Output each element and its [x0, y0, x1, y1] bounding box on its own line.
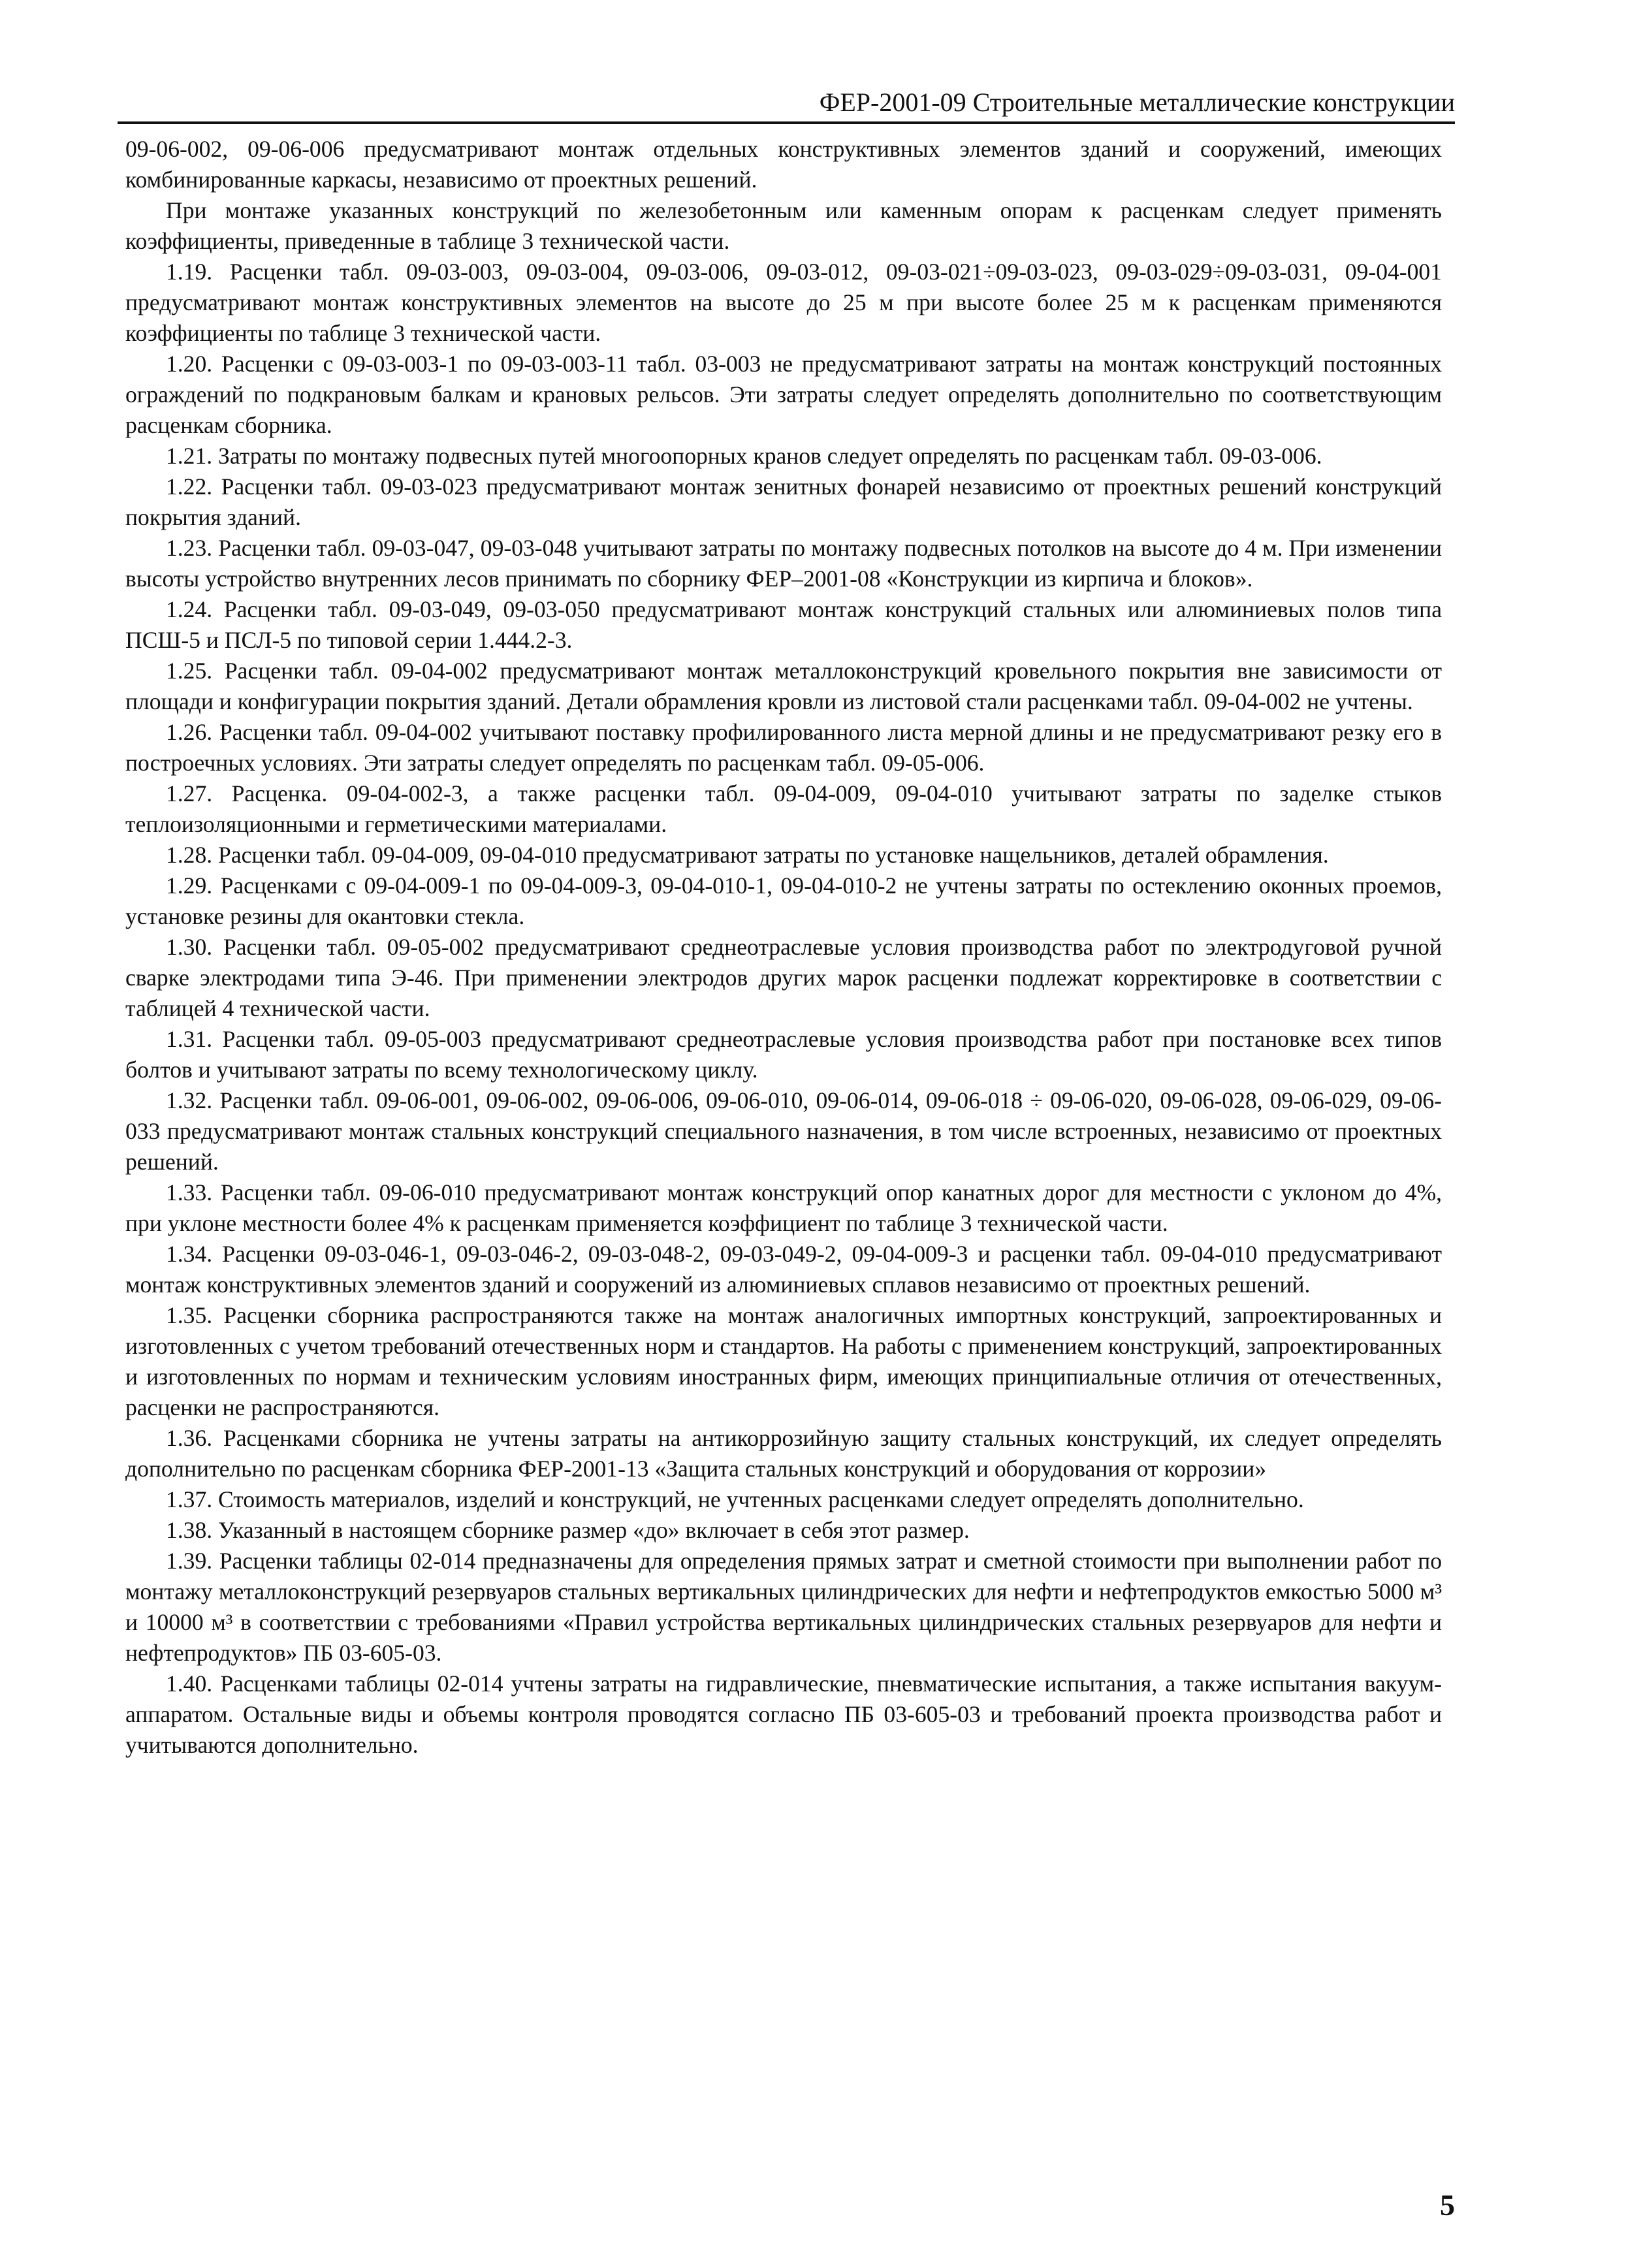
paragraph: 1.40. Расценками таблицы 02-014 учтены затраты на гидравлические, пневматические испытания, а также испытания вакуум-аппаратом. Остальные виды и объемы контроля проводятся согласно ПБ 03-605-03 и требований проекта производства работ и учитываются дополнительно.	[125, 1670, 1442, 1758]
paragraph: 1.36. Расценками сборника не учтены затраты на антикоррозийную защиту стальных конструкций, их следует определять дополнительно по расценкам сборника ФЕР-2001-13 «Защита стальных конструкций и оборудования от коррозии»	[125, 1425, 1442, 1482]
paragraph: 1.22. Расценки табл. 09-03-023 предусматривают монтаж зенитных фонарей независимо от проектных решений конструкций покрытия зданий.	[125, 473, 1442, 530]
paragraph: 09-06-002, 09-06-006 предусматривают монтаж отдельных конструктивных элементов зданий и сооружений, имеющих комбинированные каркасы, независимо от проектных решений.	[125, 136, 1442, 193]
paragraph: 1.21. Затраты по монтажу подвесных путей многоопорных кранов следует определять по расценкам табл. 09-03-006.	[166, 443, 1322, 469]
paragraph: 1.29. Расценками с 09-04-009-1 по 09-04-009-3, 09-04-010-1, 09-04-010-2 не учтены затраты по остеклению оконных проемов, установке резины для окантовки стекла.	[125, 872, 1442, 929]
body-text	[125, 134, 1442, 1761]
paragraph: 1.33. Расценки табл. 09-06-010 предусматривают монтаж конструкций опор канатных дорог для местности с уклоном до 4%, при уклоне местности более 4% к расценкам применяется коэффициент по таблице 3 технической части.	[125, 1179, 1442, 1236]
paragraph: 1.39. Расценки таблицы 02-014 предназначены для определения прямых затрат и сметной стоимости при выполнении работ по монтажу металлоконструкций резервуаров стальных вертикальных цилиндрических для нефти и нефтепродуктов емкостью 5000 м³ и 10000 м³ в соответствии с требованиями «Правил устройства вертикальных цилиндрических стальных резервуаров для нефти и нефтепродуктов» ПБ 03-605-03.	[125, 1548, 1442, 1666]
paragraph: 1.35. Расценки сборника распространяются также на монтаж аналогичных импортных конструкций, запроектированных и изготовленных с учетом требований отечественных норм и стандартов. На работы с применением конструкций, запроектированных и изготовленных по нормам и техническим условиям иностранных фирм, имеющих принципиальные отличия от отечественных, расценки не распространяются.	[125, 1302, 1442, 1420]
paragraph: 1.37. Стоимость материалов, изделий и конструкций, не учтенных расценками следует определять дополнительно.	[166, 1486, 1304, 1512]
paragraph: 1.20. Расценки с 09-03-003-1 по 09-03-003-11 табл. 03-003 не предусматривают затраты на монтаж конструкций постоянных ограждений по подкрановым балкам и крановых рельсов. Эти затраты следует определять дополнительно по соответствующим расценкам сборника.	[125, 351, 1442, 438]
paragraph: 1.34. Расценки 09-03-046-1, 09-03-046-2, 09-03-048-2, 09-03-049-2, 09-04-009-3 и расценки табл. 09-04-010 предусматривают монтаж конструктивных элементов зданий и сооружений из алюминиевых сплавов независимо от проектных решений.	[125, 1241, 1442, 1298]
paragraph: 1.30. Расценки табл. 09-05-002 предусматривают среднеотраслевые условия производства работ по электродуговой ручной сварке электродами типа Э-46. При применении электродов других марок расценки подлежат корректировке в соответствии с таблицей 4 технической части.	[125, 934, 1442, 1021]
paragraph: 1.28. Расценки табл. 09-04-009, 09-04-010 предусматривают затраты по установке нащельников, деталей обрамления.	[166, 842, 1329, 868]
paragraph: 1.23. Расценки табл. 09-03-047, 09-03-048 учитывают затраты по монтажу подвесных потолков на высоте до 4 м. При изменении высоты устройство внутренних лесов принимать по сборнику ФЕР–2001-08 «Конструкции из кирпича и блоков».	[125, 535, 1442, 592]
paragraph: 1.27. Расценка. 09-04-002-3, а также расценки табл. 09-04-009, 09-04-010 учитывают затраты по заделке стыков теплоизоляционными и герметическими материалами.	[125, 780, 1442, 837]
paragraph: 1.26. Расценки табл. 09-04-002 учитывают поставку профилированного листа мерной длины и не предусматривают резку его в построечных условиях. Эти затраты следует определять по расценкам табл. 09-05-006.	[125, 719, 1442, 776]
paragraph: 1.24. Расценки табл. 09-03-049, 09-03-050 предусматривают монтаж конструкций стальных или алюминиевых полов типа ПСШ-5 и ПСЛ-5 по типовой серии 1.444.2-3.	[125, 596, 1442, 653]
paragraph: При монтаже указанных конструкций по железобетонным или каменным опорам к расценкам следует применять коэффициенты, приведенные в таблице 3 технической части.	[125, 197, 1442, 254]
paragraph: 1.31. Расценки табл. 09-05-003 предусматривают среднеотраслевые условия производства работ при постановке всех типов болтов и учитывают затраты по всему технологическому циклу.	[125, 1026, 1442, 1083]
header-title: ФЕР-2001-09 Строительные металлические конструкции	[819, 88, 1455, 117]
paragraph: 1.19. Расценки табл. 09-03-003, 09-03-004, 09-03-006, 09-03-012, 09-03-021÷09-03-023, 09-03-029÷09-03-031, 09-04-001 предусматривают монтаж конструктивных элементов на высоте до 25 м при высоте более 25 м к расценкам применяются коэффициенты по таблице 3 технической части.	[125, 259, 1442, 346]
running-header	[118, 80, 1455, 124]
page-number: 5	[1440, 2188, 1455, 2222]
paragraph: 1.25. Расценки табл. 09-04-002 предусматривают монтаж металлоконструкций кровельного покрытия вне зависимости от площади и конфигурации покрытия зданий. Детали обрамления кровли из листовой стали расценками табл. 09-04-002 не учтены.	[125, 658, 1442, 714]
paragraph: 1.32. Расценки табл. 09-06-001, 09-06-002, 09-06-006, 09-06-010, 09-06-014, 09-06-018 ÷ 09-06-020, 09-06-028, 09-06-029, 09-06-033 предусматривают монтаж стальных конструкций специального назначения, в том числе встроенных, независимо от проектных решений.	[125, 1087, 1442, 1175]
paragraph: 1.38. Указанный в настоящем сборнике размер «до» включает в себя этот размер.	[166, 1517, 970, 1543]
